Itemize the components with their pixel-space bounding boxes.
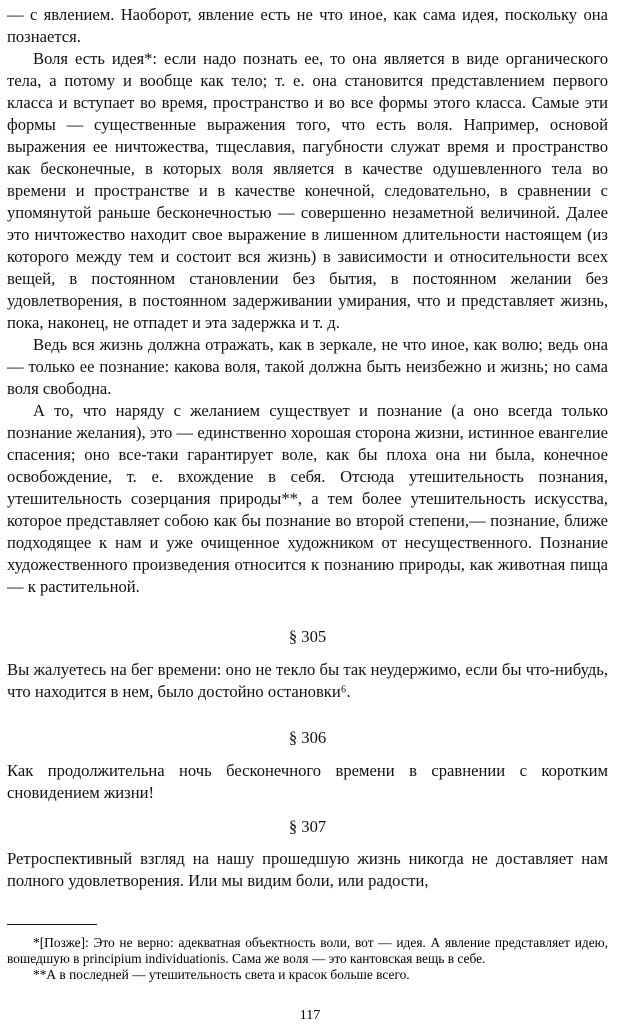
page-number: 117	[299, 1008, 321, 1023]
section-heading-306: § 306	[288, 728, 327, 747]
paragraph-continuation: — с явлением. Наоборот, явление есть не что иное, как сама идея, поскольку она познается.	[7, 5, 608, 46]
section-307-text: Ретроспективный взгляд на нашу прошедшую жизнь никогда не доставляет нам полного удовлетворения. Или мы видим боли, или радости,	[7, 849, 608, 890]
paragraph-will-is-idea: Воля есть идея*: если надо познать ее, то она является в виде органического тела, а потому и вообще как тело; т. е. она становится представлением первого класса и вступает во время, пространство и во все формы этого класса. Самые эти формы — существенные выражения того, что есть воля. Например, основой выражения ее ничтожества, тщеславия, пагубности служат время и пространство как бесконечные, в которых воля является в качестве одушевленного тела во времени и пространстве и в качестве конечной, следовательно, в сравнении с упомянутой раньше бесконечностью — совершенно незаметной величиной. Далее это ничтожество находит свое выражение в лишенном длительности настоящем (из которого между тем и состоит вся жизнь) в зависимости и относительности всех вещей, в постоянном становлении без бытия, в постоянном желании без удовлетворения, в постоянном задерживании умирания, что и представляет жизнь, пока, наконец, не отпадет и эта задержка и т. д.	[7, 49, 608, 332]
paragraph-life-mirror: Ведь вся жизнь должна отражать, как в зеркале, не что иное, как волю; ведь она — только ее познание: какова воля, такой должна быть неизбежно и жизнь; но сама воля свободна.	[7, 335, 608, 398]
footnote-2: **А в последней — утешительность света и красок больше всего.	[33, 967, 410, 982]
paragraph-knowledge-consolation: А то, что наряду с желанием существует и познание (а оно всегда только познание желания), это — единственно хорошая сторона жизни, истинное евангелие спасения; оно все-таки гарантирует воле, как бы плоха она ни была, конечное освобождение, т. е. вхождение в себя. Отсюда утешительность познания, утешительность созерцания природы**, а тем более утешительность искусства, которое представляет собою как бы познание во второй степени,— познание, ближе подходящее к нам и уже очищенное художником от несущественного. Познание художественного произведения относится к познанию природы, как животная пища — к растительной.	[7, 401, 608, 596]
section-306-text: Как продолжительна ночь бесконечного времени в сравнении с коротким сновидением жизни!	[7, 761, 608, 802]
footnote-1: *[Позже]: Это не верно: адекватная объектность воли, вот — идея. А явление представляет идею, вошедшую в principium individuationis. Сама же воля — это кантовская вещь в себе.	[7, 935, 608, 966]
section-305-text: Вы жалуетесь на бег времени: оно не текло бы так неудержимо, если бы что-нибудь, что находится в нем, было достойно остановки⁶.	[7, 660, 608, 701]
section-heading-307: § 307	[288, 817, 327, 836]
footnotes	[7, 924, 608, 983]
footnote-divider	[7, 924, 97, 925]
section-heading-305: § 305	[288, 627, 327, 646]
